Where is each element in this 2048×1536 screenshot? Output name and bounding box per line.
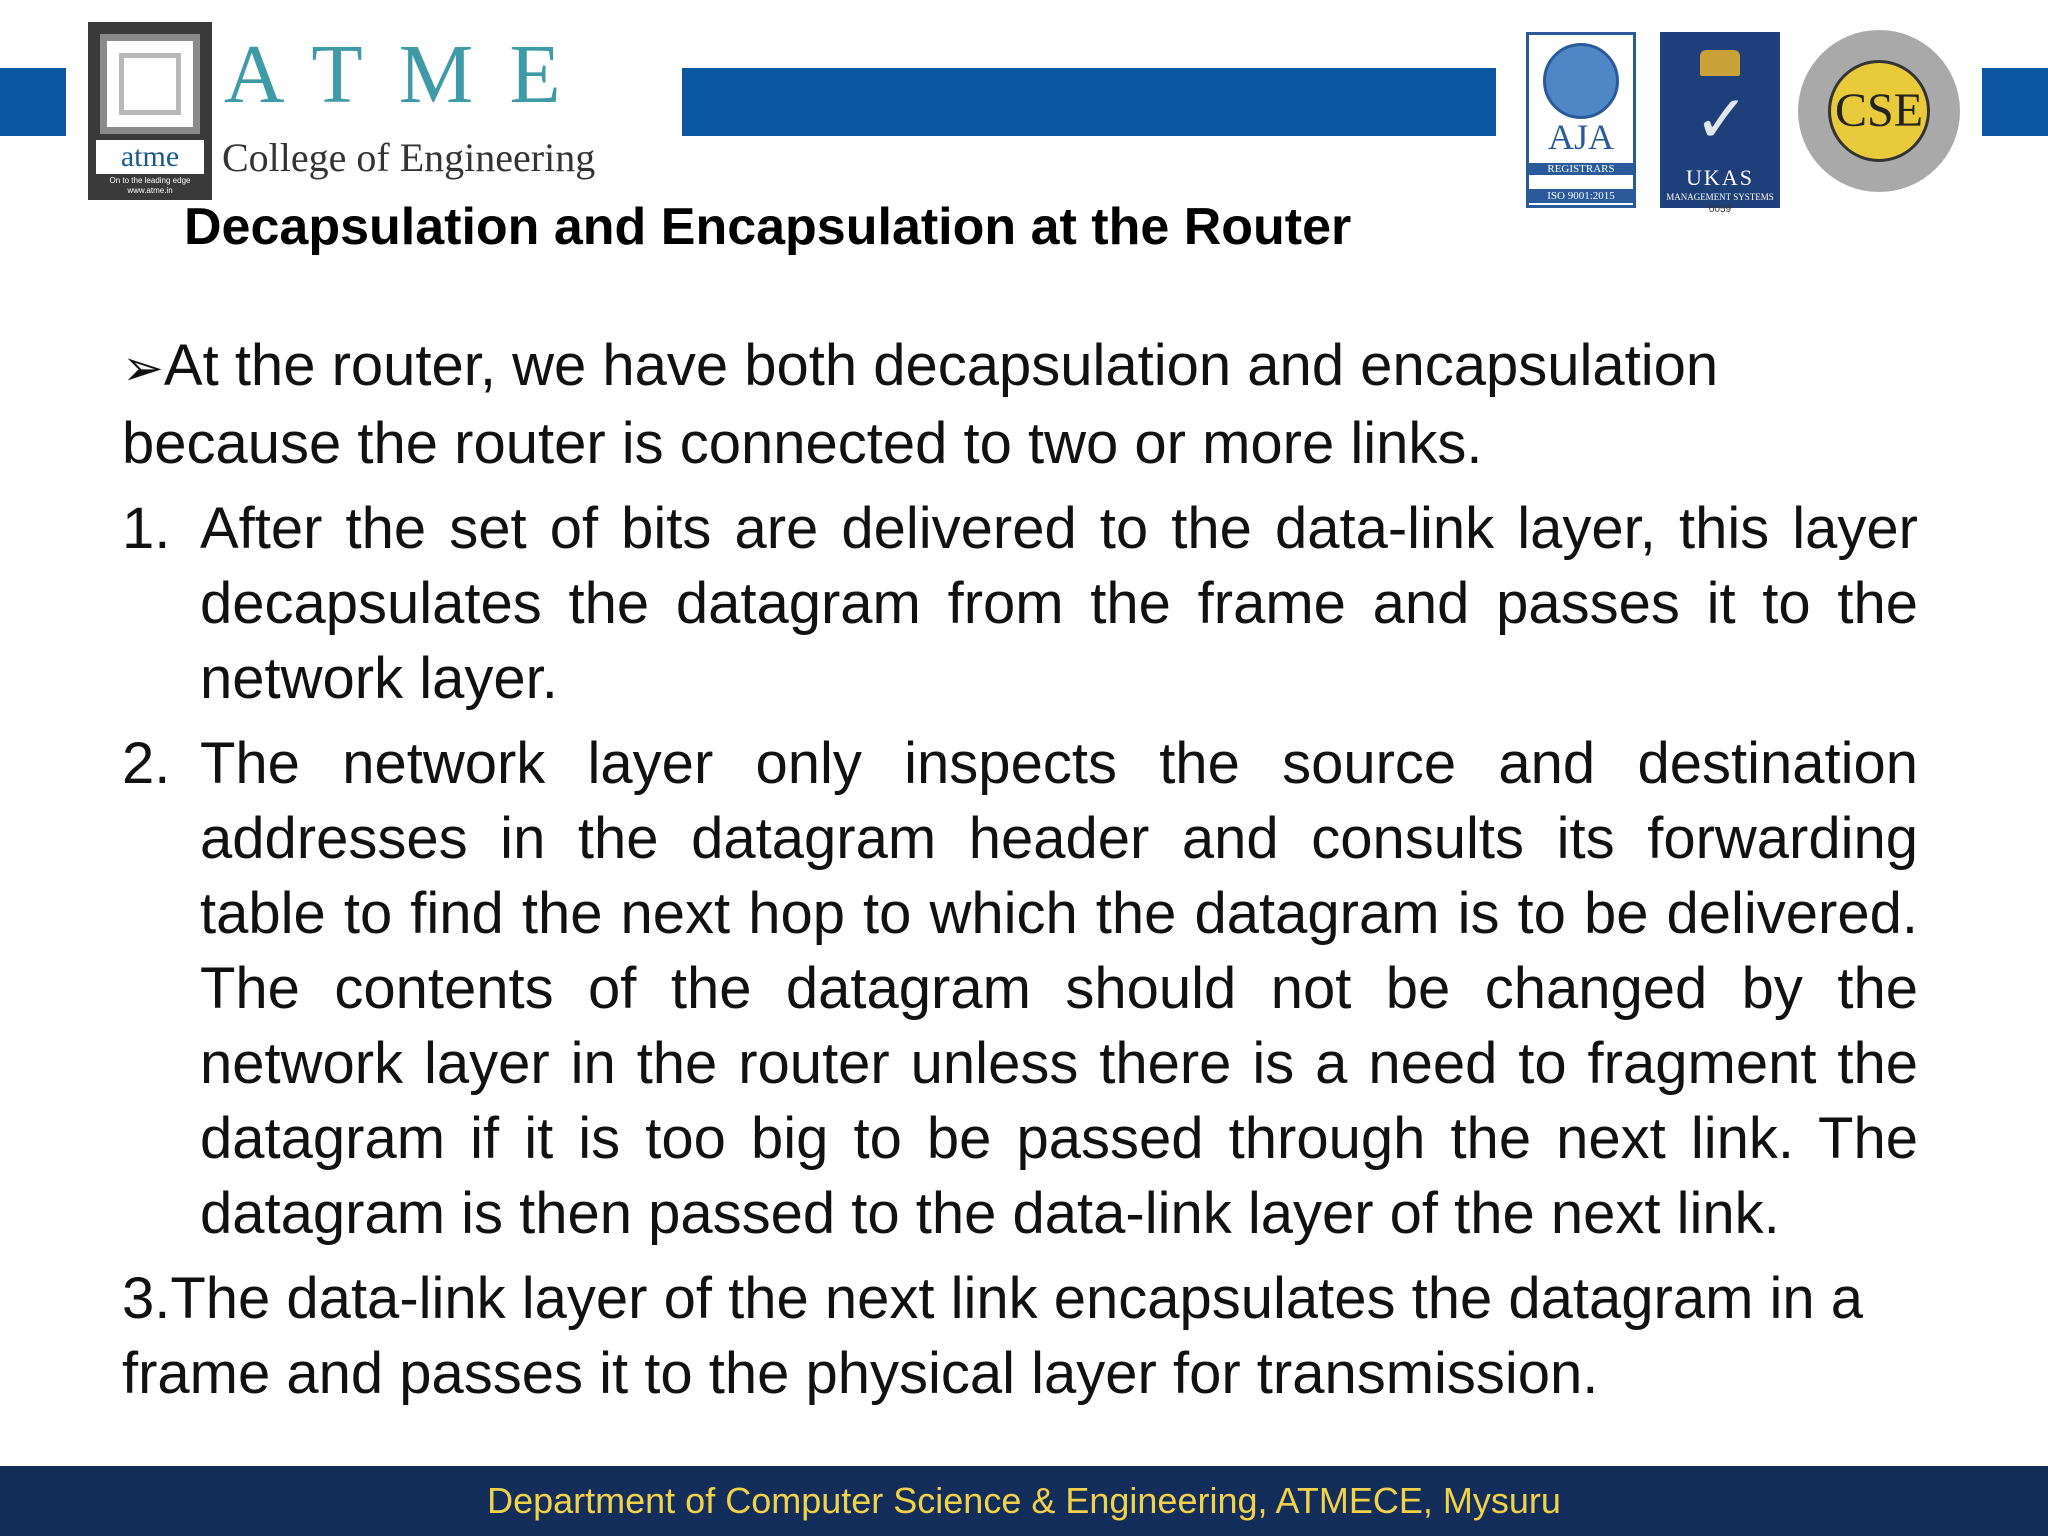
aja-sub-label: REGISTRARS [1529,163,1633,175]
header-band-left [0,68,66,136]
aja-label: AJA [1547,117,1614,157]
intro-paragraph [122,328,1918,481]
logo-tagline [92,176,208,196]
brand-letters: ATME [224,28,597,121]
header-band-right [1982,68,2048,136]
footer-text: Department of Computer Science & Engineering, ATMECE, Mysuru [487,1480,1561,1521]
aja-iso-label: ISO 9001:2015 [1529,189,1633,203]
cse-seal-label: CSE [1828,60,1930,162]
list-item-text: After the set of bits are delivered to the data-link layer, this layer decapsulates the datagram from the frame and passes it to the network layer. [200,496,1918,711]
list-item-number: 1. [122,496,171,561]
arrow-bullet-icon: ➢ [122,340,164,396]
header-band-middle [682,68,1496,136]
list-item [122,491,1918,716]
item-three-paragraph: 3.The data-link layer of the next link encapsulates the datagram in a frame and passes it to the physical layer for transmission. [122,1266,1864,1406]
checkmark-icon: ✓ [1694,82,1750,156]
ukas-sub-label: MANAGEMENT SYSTEMS [1666,192,1774,202]
ukas-number: 0059 [1708,204,1732,215]
logo-url-text: www.atme.in [127,186,173,195]
logo-tagline-text: On to the leading edge [109,176,191,185]
logo-word: atme [96,140,204,174]
intro-text: At the router, we have both decapsulation and encapsulation because the router is connected to two or more links. [122,333,1719,476]
slide-content [122,328,1918,1421]
aja-certification-badge [1526,32,1636,208]
atme-logo [88,22,212,200]
list-item-text: The network layer only inspects the source and destination addresses in the datagram header and consults its forwarding table to find the next hop to which the datagram is to be delivered. The contents of the datagram should not be changed by the network layer in the router unless there is a need to fragment the datagram if it is too big to be passed through the next link. The datagram is then passed to the data-link layer of the next link. [200,731,1918,1246]
ukas-certification-badge [1660,32,1780,208]
cse-department-seal [1798,30,1960,192]
ukas-label: UKAS [1686,165,1754,190]
globe-icon [1543,43,1619,119]
list-item-number: 2. [122,731,171,796]
slide-title: Decapsulation and Encapsulation at the Router [184,198,1352,256]
crown-icon [1700,50,1740,76]
logo-frame-inner-icon [119,53,181,115]
list-item [122,726,1918,1251]
logo-frame-icon [100,34,200,134]
college-name: College of Engineering [222,135,596,180]
footer-bar [0,1466,2048,1536]
